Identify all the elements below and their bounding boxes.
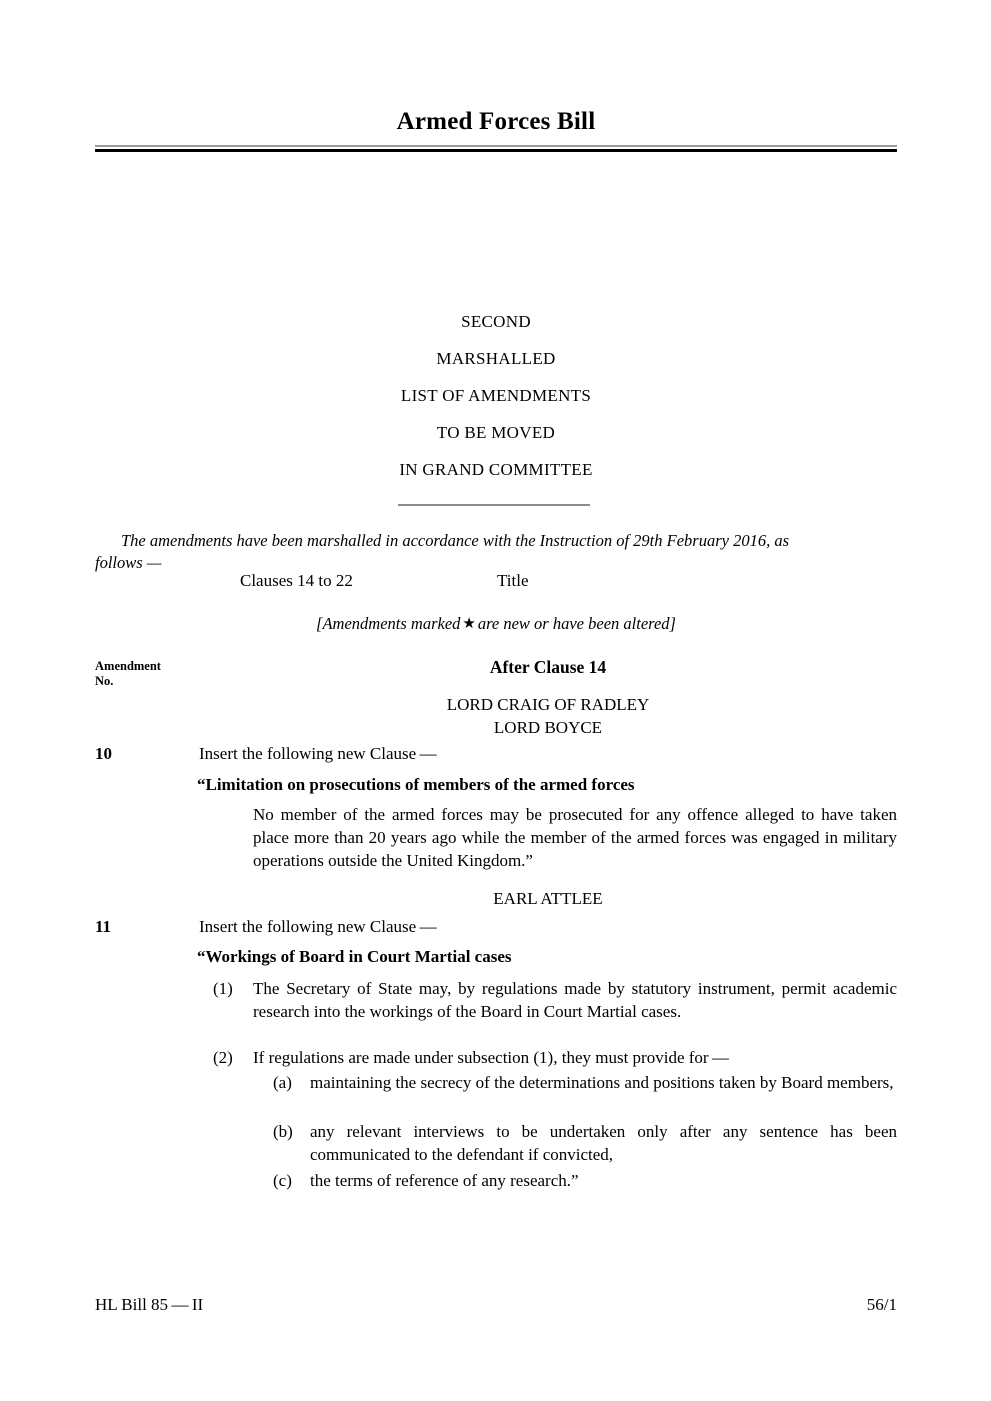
list-item-text: maintaining the secrecy of the determinations and positions taken by Board members, bbox=[310, 1073, 894, 1092]
clause-heading: “Limitation on prosecutions of members of the armed forces bbox=[197, 775, 635, 794]
list-item bbox=[273, 1071, 897, 1094]
caption-line-list-of-amendments: LIST OF AMENDMENTS bbox=[400, 386, 592, 405]
list-item-text: If regulations are made under subsection (1), they must provide for — bbox=[253, 1048, 729, 1067]
sponsor-name: LORD BOYCE bbox=[493, 718, 603, 737]
list-item bbox=[213, 977, 897, 1023]
footer-bill-number: HL Bill 85 — II bbox=[95, 1295, 204, 1314]
star-icon: ★ bbox=[462, 616, 476, 632]
sponsor-name: EARL ATTLEE bbox=[493, 889, 603, 908]
list-item bbox=[273, 1120, 897, 1166]
sponsor-name: LORD CRAIG OF RADLEY bbox=[446, 695, 650, 714]
list-item bbox=[213, 1046, 897, 1069]
page-title: Armed Forces Bill bbox=[396, 108, 596, 135]
amendment-col-label-line1: Amendment bbox=[95, 659, 161, 673]
amendment-col-label-line2: No. bbox=[95, 674, 114, 688]
list-item-marker: (1) bbox=[213, 979, 233, 998]
caption-line-in-grand-committee: IN GRAND COMMITTEE bbox=[399, 460, 593, 479]
star-note bbox=[95, 614, 897, 634]
list-item-marker: (b) bbox=[273, 1122, 293, 1141]
caption-line-marshalled: MARSHALLED bbox=[436, 349, 556, 368]
amendment-intro-text: Insert the following new Clause — bbox=[199, 744, 437, 763]
footer-page-number: 56/1 bbox=[866, 1295, 897, 1314]
amendment-number: 10 bbox=[95, 744, 112, 763]
list-item bbox=[273, 1169, 897, 1192]
caption-divider bbox=[398, 504, 590, 506]
star-note-prefix: [Amendments marked bbox=[316, 614, 461, 633]
caption-line-second: SECOND bbox=[461, 312, 531, 331]
header-divider bbox=[95, 145, 897, 152]
amendment-number: 11 bbox=[95, 917, 112, 936]
sponsors-amendment-10 bbox=[199, 693, 897, 739]
star-note-suffix: are new or have been altered] bbox=[477, 614, 676, 633]
clause-title-column-label: Title bbox=[497, 571, 529, 590]
sponsors-amendment-11 bbox=[199, 887, 897, 910]
list-item-marker: (a) bbox=[273, 1073, 292, 1092]
clause-heading: “Workings of Board in Court Martial cases bbox=[197, 947, 512, 966]
marshalled-list-caption bbox=[95, 303, 897, 488]
caption-line-to-be-moved: TO BE MOVED bbox=[436, 423, 556, 442]
list-item-text: the terms of reference of any research.” bbox=[310, 1171, 579, 1190]
section-heading-after-clause-14: After Clause 14 bbox=[489, 657, 607, 677]
clause-range-label: Clauses 14 to 22 bbox=[240, 571, 353, 590]
amendment-intro-text: Insert the following new Clause — bbox=[199, 917, 437, 936]
list-item-text: any relevant interviews to be undertaken only after any sentence has been communicated to the defendant if convicted, bbox=[310, 1122, 897, 1164]
list-item-marker: (c) bbox=[273, 1171, 292, 1190]
clause-body-text: No member of the armed forces may be prosecuted for any offence alleged to have taken place more than 20 years ago while the member of the armed forces was engaged in military operations outside the United Kingdom.” bbox=[253, 805, 897, 870]
list-item-text: The Secretary of State may, by regulations made by statutory instrument, permit academic research into the workings of the Board in Court Martial cases. bbox=[253, 979, 897, 1021]
instruction-paragraph: The amendments have been marshalled in accordance with the Instruction of 29th February 2016, as bbox=[121, 531, 789, 550]
header-divider-thick-line bbox=[95, 149, 897, 152]
list-item-marker: (2) bbox=[213, 1048, 233, 1067]
instruction-continuation: follows — bbox=[95, 553, 162, 572]
amendment-number-column-header bbox=[95, 659, 161, 689]
